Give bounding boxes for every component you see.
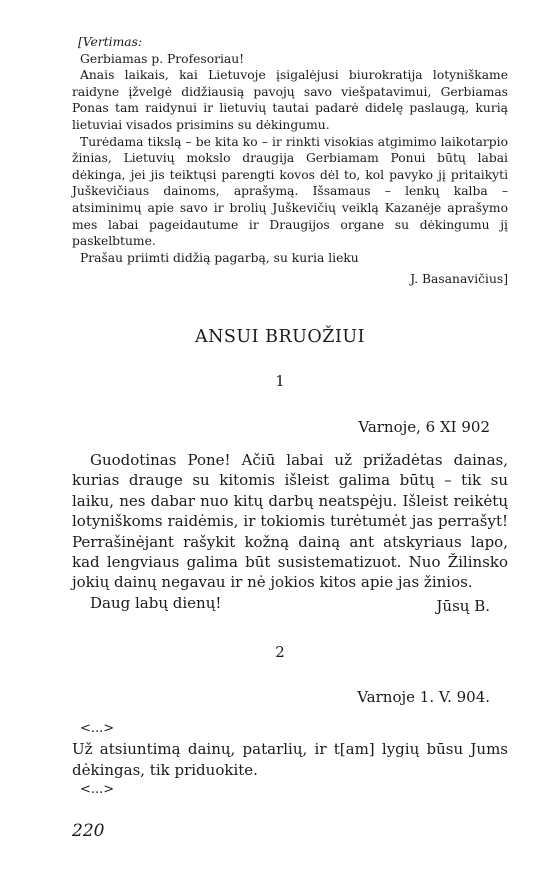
- letter-1-body: [72, 450, 508, 613]
- letter-2-omission-end: <...>: [80, 782, 115, 798]
- letter-1-signature: Jūsų B.: [436, 597, 490, 615]
- section-title: ANSUI BRUOŽIUI: [194, 327, 366, 347]
- letter-1-number: 1: [275, 372, 285, 390]
- translation-label: [Vertimas:: [78, 35, 143, 49]
- translation-signature: J. Basanavičius]: [410, 272, 508, 287]
- letter-1-dateline: Varnoje, 6 XI 902: [358, 418, 490, 436]
- letter-1-paragraph-1: Guodotinas Pone! Ačiū labai už prižadėtas dainas, kurias drauge su kitomis išleist galima būtų – tik su laiku, nes dabar nuo kitų darbų neatspėju. Išleist reikėtų lotyniškoms raidėmis, ir tokiomis turėtumėt jas perrašyt! Perrašinėjant rašykit kožną dainą ant atskyriaus lapo, kad lengviaus galima būt susistematizuot. Nuo Žilinsko jokių dainų negavau ir nė jokios kitos apie jas žinios.: [72, 451, 508, 592]
- letter-2-body: [72, 719, 508, 801]
- letter-2-dateline: Varnoje 1. V. 904.: [357, 688, 490, 706]
- translation-greeting: Gerbiamas p. Profesoriau!: [80, 51, 245, 66]
- translation-paragraph-3: Prašau priimti didžią pagarbą, su kuria lieku: [80, 250, 359, 265]
- letter-2-paragraph-1: Už atsiuntimą dainų, patarlių, ir t[am] lygių būsu Jums dėkingas, tik priduokite.: [72, 740, 508, 779]
- letter-1-paragraph-2: Daug labų dienų!: [90, 593, 222, 612]
- translation-paragraph-1: Anais laikais, kai Lietuvoje įsigalėjusi biurokratija lotyniškame raidyne įžvelgė didžiausią pavojų savo viešpatavimui, Gerbiamas Ponas tam raidynui ir lietuvių tautai padarė didelę paslaugą, kurią lietuviai visados prisimins su dėkingumu.: [72, 68, 508, 132]
- translation-block: [72, 34, 508, 288]
- letter-2-number: 2: [275, 643, 285, 661]
- letter-2-omission-start: <...>: [80, 721, 115, 736]
- page-number: 220: [72, 821, 105, 841]
- translation-paragraph-2: Turėdama tikslą – be kita ko – ir rinkti visokias atgimimo laikotarpio žinias, Lietuvių mokslo draugija Gerbiamam Ponui būtų labai dėkinga, jei jis teiktųsi parengti kovos dėl to, kol pavyko jį pritaikyti Juškevičiaus dainoms, aprašymą. Išsamaus – lenkų kalba – atsiminimų apie savo ir brolių Juškevičių veiklą Kazanėje aprašymo mes labai pageidautume ir Draugijos organe su dėkingumu jį paskelbtume.: [72, 134, 508, 249]
